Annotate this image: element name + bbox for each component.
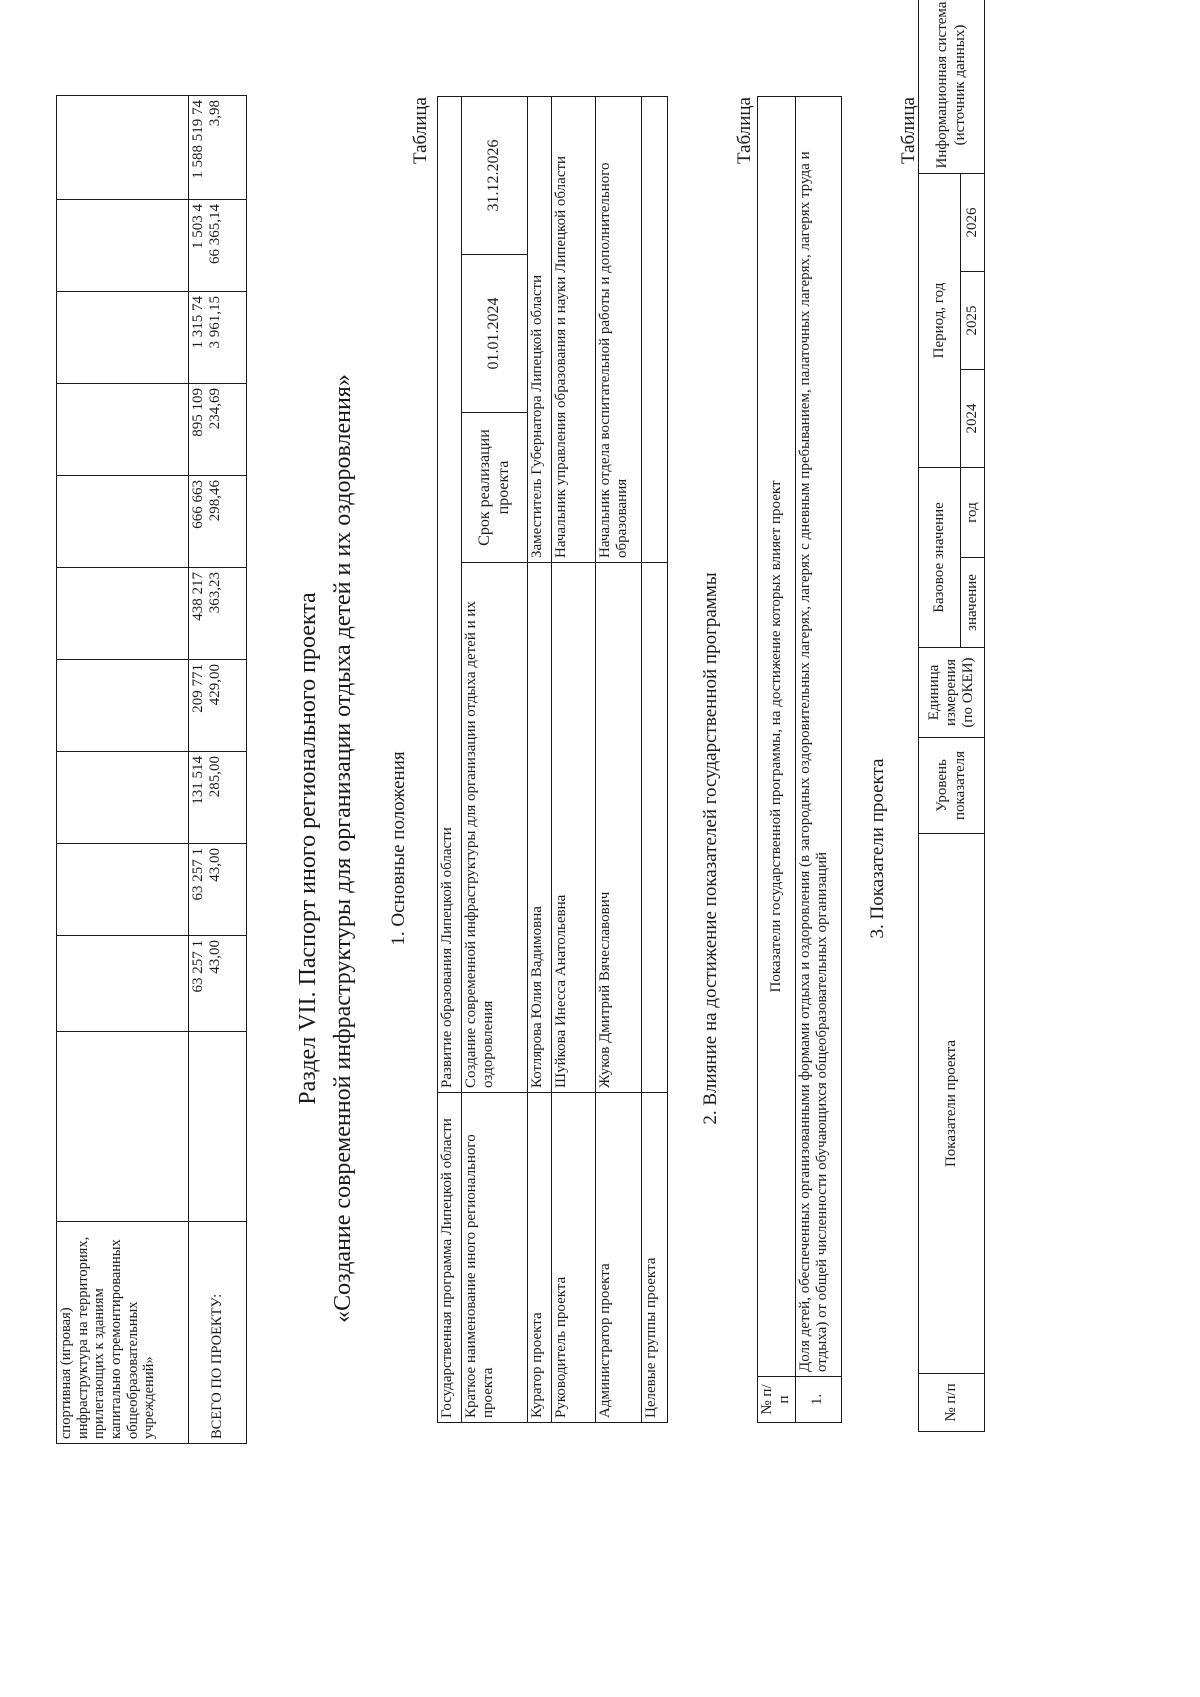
head-position: Начальник управления образования и науки Липецкой области <box>552 96 596 562</box>
end-date: 31.12.2026 <box>462 96 528 254</box>
influence-row <box>795 97 841 1423</box>
indicators-col-unit: Единица измерения (по ОКЕИ) <box>919 648 985 738</box>
short-name-label: Краткое наименование иного регионального проекта <box>462 1093 528 1423</box>
section-title: Раздел VII. Паспорт иного регионального проекта <box>295 592 321 1105</box>
budget-total-cell: 438 217 363,23 <box>189 568 247 660</box>
term-label: Срок реализации проекта <box>462 413 528 563</box>
indicators-col-level: Уровень показателя <box>919 738 985 834</box>
program-row <box>438 96 462 1422</box>
budget-total-row <box>189 96 247 1444</box>
basic-heading: 1. Основные положения <box>388 751 409 946</box>
target-groups-label: Целевые группы проекта <box>642 1093 668 1423</box>
budget-total-label: ВСЕГО ПО ПРОЕКТУ: <box>189 1222 247 1444</box>
admin-row <box>596 96 642 1422</box>
influence-heading: 2. Влияние на достижение показателей государственной программы <box>700 572 721 1125</box>
indicators-col-period: Период, год <box>919 173 961 467</box>
budget-total-cell: 1 503 4 66 365,14 <box>189 200 247 292</box>
influence-col-num: № п/п <box>758 1377 796 1423</box>
head-row <box>552 96 596 1422</box>
indicators-col-base-value: значение <box>961 558 985 648</box>
budget-item-text: спортивная (игровая) инфраструктура на территориях, прилегающих к зданиям капитально отремонтированных общеобразовательных учреждений» <box>57 1222 189 1444</box>
indicators-table <box>918 0 985 1432</box>
budget-table <box>56 95 247 1444</box>
head-name: Шуйкова Инесса Анатольевна <box>552 563 596 1093</box>
influence-row-text: Доля детей, обеспеченных организованными формами отдыха и оздоровления (в загородных оздоровительных лагерях, лагерях с дневным пребыванием, палаточных лагерях, лагерях труда и отдыха) от общей численности обучающихся общеобразовательных организаций <box>795 97 841 1377</box>
budget-total-cell: 666 663 298,46 <box>189 476 247 568</box>
budget-total-cell: 63 257 1 43,00 <box>189 844 247 936</box>
short-name-value: Создание современной инфраструктуры для организации отдыха детей и их оздоровления <box>462 563 528 1093</box>
influence-header-row <box>758 97 796 1423</box>
admin-position: Начальник отдела воспитательной работы и дополнительного образования <box>596 96 642 562</box>
budget-total-cell: 1 588 519 74 3,98 <box>189 96 247 200</box>
target-groups-row <box>642 96 668 1422</box>
indicators-col-base-year: год <box>961 467 985 557</box>
budget-total-cell: 1 315 74 3 961,15 <box>189 292 247 384</box>
section-subtitle: «Создание современной инфраструктуры для организации отдыха детей и их оздоровления» <box>330 374 356 1323</box>
indicators-col-2026: 2026 <box>961 173 985 271</box>
indicators-col-num: № п/п <box>919 1374 985 1432</box>
indicators-col-name: Показатели проекта <box>919 834 985 1374</box>
admin-label: Администратор проекта <box>596 1093 642 1423</box>
basic-table-label: Таблица <box>410 97 431 165</box>
indicators-col-2025: 2025 <box>961 271 985 369</box>
budget-total-cell: 131 514 285,00 <box>189 752 247 844</box>
indicators-col-info: Информационная система (источник данных) <box>919 0 985 173</box>
budget-total-cell: 209 771 429,00 <box>189 660 247 752</box>
start-date: 01.01.2024 <box>462 255 528 413</box>
curator-label: Куратор проекта <box>528 1093 552 1423</box>
program-label: Государственная программа Липецкой области <box>438 1093 462 1423</box>
admin-name: Жуков Дмитрий Вячеславович <box>596 563 642 1093</box>
indicators-table-label: Таблица <box>898 97 919 165</box>
head-label: Руководитель проекта <box>552 1093 596 1423</box>
budget-item-row <box>57 96 189 1444</box>
curator-position: Заместитель Губернатора Липецкой области <box>528 96 552 562</box>
curator-name: Котлярова Юлия Вадимовна <box>528 563 552 1093</box>
influence-table-label: Таблица <box>734 97 755 165</box>
basic-table <box>437 96 668 1423</box>
indicators-heading: 3. Показатели проекта <box>867 758 888 939</box>
curator-row <box>528 96 552 1422</box>
influence-col-text: Показатели государственной программы, на достижение которых влияет проект <box>758 97 796 1377</box>
influence-row-num: 1. <box>795 1377 841 1423</box>
indicators-col-base: Базовое значение <box>919 467 961 647</box>
program-value: Развитие образования Липецкой области <box>438 96 462 1092</box>
indicators-col-2024: 2024 <box>961 369 985 467</box>
short-name-row <box>462 96 528 1422</box>
budget-total-cell: 63 257 1 43,00 <box>189 936 247 1032</box>
indicators-header-row-1 <box>919 0 961 1432</box>
influence-table <box>757 96 842 1423</box>
budget-total-cell: 895 109 234,69 <box>189 384 247 476</box>
